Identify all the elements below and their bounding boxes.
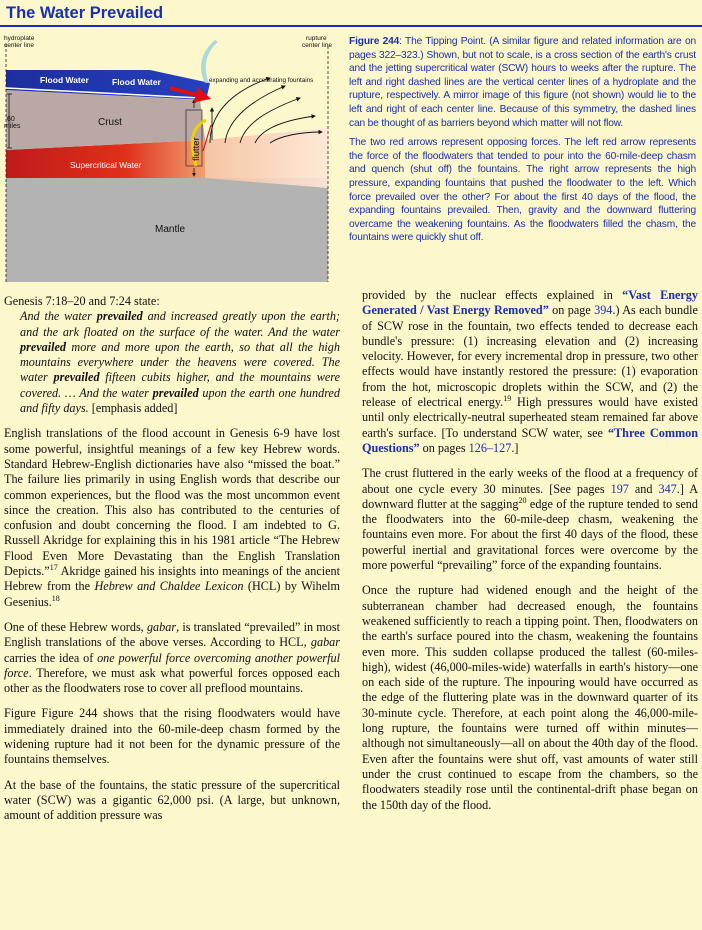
intro-line: Genesis 7:18–20 and 7:24 state:: [4, 294, 160, 308]
paragraph-figure-ref: Figure Figure 244 shows that the rising floodwaters would have immediately drained into the 60-mile-deep chasm formed by the widening rupture had it not been for the dynamic pressure of the fountains themselves.: [4, 706, 340, 767]
caption-page-link[interactable]: 322–323: [378, 49, 418, 61]
label-crust: Crust: [98, 117, 122, 128]
caption-paragraph-2: The two red arrows represent opposing forces. The left red arrow represents the force of the floodwaters that tended to pour into the 60-mile-deep chasm and quench (shut off) the fountains. The right arrow represents the high pressure, expanding fountains that pushed the floodwater to the left. Which force prevailed over the other? For about the first 40 days of the flood, the expanding fountains prevailed. Then, gravity and the downward fluttering overcame the weakening fountains. As the floodwaters filled the chasm, the fountains were quickly shut off.: [349, 137, 696, 244]
fountain-arrows: [210, 78, 322, 143]
footnote-ref-17[interactable]: 17: [49, 562, 58, 572]
link-page-347[interactable]: 347: [658, 481, 677, 496]
figure-caption: [349, 35, 696, 251]
footnote-ref-20[interactable]: 20: [518, 495, 527, 505]
title-rule: [0, 25, 702, 27]
link-pages-126-127[interactable]: 126–127: [468, 440, 512, 455]
link-page-197[interactable]: 197: [610, 481, 629, 496]
paragraph-nuclear-effects: provided by the nuclear effects explained in “Vast Energy Generated / Vast Energy Removed” on page 394.) As each bundle of SCW rose in the fountain, two effects tended to decrease each bundle's pressure: (1) increasing elevation and (2) increasing velocity. However, for every incremental drop in pressure, two other effects would have instantly restored the pressure: (1) evaporation from the hot, microscopic droplets within the SCW, and (2) the release of electrical energy.$^{19}$ High pressures would have existed until only electrically-neutral superheated steam remained far above earth's surface. [To understand SCW water, see “Three Common Questions” on pages 126–127.]: [362, 288, 698, 455]
label-hydroplate: hydroplate: [4, 35, 35, 42]
caption-figure-number: Figure 244: [349, 36, 400, 47]
link-vast-energy[interactable]: “Vast Energy Generated / Vast Energy Removed”: [362, 288, 698, 318]
fountain-flare: [205, 128, 328, 188]
label-scw: Supercritical Water: [70, 160, 142, 170]
label-flutter: flutter: [191, 137, 202, 161]
label-hydroplate-2: center line: [4, 42, 34, 49]
label-expanding: expanding and accelerating fountains: [209, 77, 314, 84]
label-rupture-2: center line: [302, 42, 332, 49]
label-rupture: rupture: [306, 35, 327, 42]
right-column: [362, 288, 698, 823]
paragraph-flutter: The crust fluttered in the early weeks of the flood at a frequency of about one cycle every 30 minutes. [See pages 197 and 347.] A downward flutter at the sagging$^{20}$ edge of the rupture tended to send the floodwaters into the 60-mile-deep chasm, weakening the fountains even more. For about the first 40 days of the flood, these powerful inertial and gravitational forces were overcome by the more powerful “prevailing” force of the expanding fountains.: [362, 466, 698, 573]
page-title: The Water Prevailed: [6, 4, 164, 22]
label-flood-water-left: Flood Water: [40, 75, 89, 85]
paragraph-static-pressure: At the base of the fountains, the static pressure of the supercritical water (SCW) was a gigantic 62,000 psi. (A large, but unknown, amount of addition pressure was: [4, 777, 340, 823]
label-60: 60: [7, 116, 15, 123]
genesis-quote: And the water prevailed and increased greatly upon the earth; and the ark floated on the surface of the water. And the water prevailed more and more upon the earth, so that all the high mountains everywhere under the heavens were covered. The water prevailed fifteen cubits higher, and the mountains were covered. … And the water prevailed upon the earth one hundred and fifty days. [emphasis added]: [20, 309, 341, 416]
label-miles: miles: [4, 123, 21, 130]
paragraph-translations: English translations of the flood account in Genesis 6-9 have lost some powerful, insightful meanings of a few key Hebrew words. Standard Hebrew-English dictionaries have also “missed the boat.” The failure lies primarily in using English words that describe our common experiences, but the flood was the most uncommon event since the creation. This also has contributed to the centuries of confusion and doubt concerning the flood. I am indebted to G. Russell Akridge for explaining this in his 1981 article “The Hebrew Flood Even More Devastating than the English Translation Depicts.”$^{17}$ Akridge gained his insights into meanings of the ancient Hebrew from the Hebrew and Chaldee Lexicon (HCL) by Wihelm Gesenius.$^{18}$: [4, 426, 341, 609]
footnote-ref-19[interactable]: 19: [503, 394, 512, 404]
figure-244-diagram: [0, 28, 345, 286]
left-column: [4, 294, 340, 834]
label-flood-water-right: Flood Water: [112, 77, 161, 87]
label-mantle: Mantle: [155, 224, 186, 235]
footnote-ref-18[interactable]: 18: [51, 593, 60, 603]
caption-paragraph-1: Figure 244: The Tipping Point. (A similar figure and related information are on pages 322–323.) Shown, but not to scale, is a cross section of the earth's crust and the jetting supercritical water (SCW) hours to weeks after the rupture. The left and right dashed lines are the vertical center lines of a hydroplate and the rupture, respectively. A mirror image of this figure (not shown) would lie to the left and right of each center line. Because of this symmetry, the dashed lines can be thought of as barriers beyond which matter will not flow.: [349, 36, 696, 129]
paragraph-tipping-point: Once the rupture had widened enough and the height of the subterranean chamber had decreased enough, the fountains weakened sufficiently to reach a tipping point. Then, floodwaters on the earth's surface poured into the chasm, weakening the fountains even more. This sudden collapse produced the tallest (60-miles-high), widest (46,000-miles-wide) waterfalls in earth's history—one on each side of the rupture. The inpouring would have occurred as the edge of the fluttering plate was in the downward quarter of its 30-minute cycle. Therefore, at each point along the 46,000-mile-long rupture, the fountains were turned off within minutes—although not simultaneously—all on about the 40th day of the flood. Even after the fountains were shut off, vast amounts of water still under the crust continued to escape from the chambers, so the floodwaters steadily rose until the continental-drift phase began on the 150th day of the flood.: [362, 583, 698, 812]
paragraph-gabar: One of these Hebrew words, gabar, is translated “prevailed” in most English translations of the above verses. According to HCL, gabar carries the idea of one powerful force overcoming another powerful force. Therefore, we must ask what powerful forces opposed each other as the floodwaters rose to cover all preflood mountains.: [4, 619, 340, 696]
link-page-394[interactable]: 394: [594, 303, 613, 318]
link-three-common-questions[interactable]: “Three Common Questions”: [362, 425, 698, 455]
